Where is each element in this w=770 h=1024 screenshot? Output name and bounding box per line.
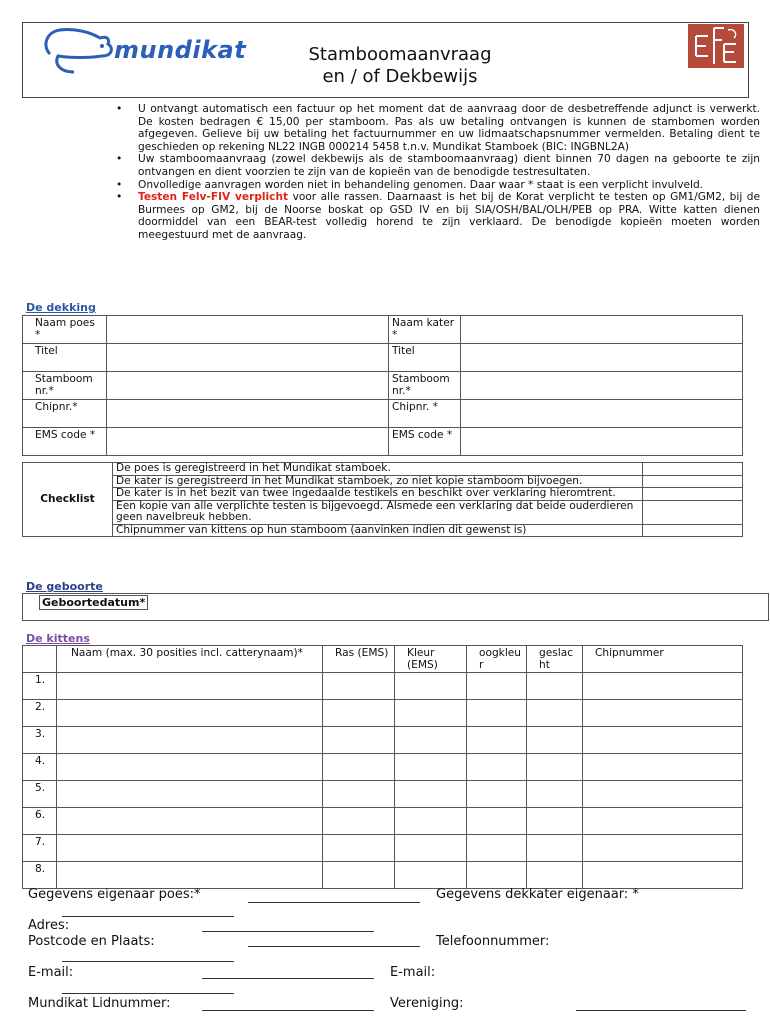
kitten-naam-field[interactable] [57, 862, 323, 889]
checklist-row [23, 463, 743, 476]
kitten-nr: 3. [23, 727, 57, 754]
label-stamboom-kater: Stamboom nr.* [389, 372, 461, 400]
label-email-1: E-mail: [28, 965, 74, 980]
kitten-row [23, 754, 743, 781]
label-telefoon: Telefoonnummer: [436, 934, 550, 949]
postcode-line-2[interactable] [62, 961, 234, 962]
instruction-item: • U ontvangt automatisch een factuur op het moment dat de aanvraag door de desbetreffende adjunct is verwerkt. De kosten bedragen € 15,00 per stamboom. Pas als uw betaling ontvangen is kunnen de stambomen worden afgegeven. Gelieve bij uw betaling het factuurnummer en uw lidmaatschapsnummer vermelden. Betaling dient te geschieden op rekening NL22 INGB 000214 5458 t.n.v. Mundikat Stamboek (BIC: INGBNL2A) [116, 103, 760, 153]
kitten-geslacht-field[interactable] [527, 808, 583, 835]
label-naam-kater: Naam kater * [389, 316, 461, 344]
instructions-list [116, 103, 760, 242]
kitten-geslacht-field[interactable] [527, 673, 583, 700]
logo-text: mundikat [114, 36, 247, 64]
kitten-chip-field[interactable] [583, 727, 743, 754]
kitten-nr: 1. [23, 673, 57, 700]
kitten-row [23, 781, 743, 808]
kitten-kleur-field[interactable] [395, 781, 467, 808]
kitten-kleur-field[interactable] [395, 700, 467, 727]
kitten-naam-field[interactable] [57, 754, 323, 781]
kitten-chip-field[interactable] [583, 862, 743, 889]
kitten-ras-field[interactable] [323, 754, 395, 781]
stamboom-kater-field[interactable] [461, 372, 743, 400]
kitten-ras-field[interactable] [323, 727, 395, 754]
kitten-naam-field[interactable] [57, 727, 323, 754]
chip-kater-field[interactable] [461, 400, 743, 428]
ems-poes-field[interactable] [107, 428, 389, 456]
table-row [23, 316, 743, 344]
eigenaar-poes-line[interactable] [248, 902, 420, 903]
kitten-ras-field[interactable] [323, 835, 395, 862]
kitten-nr: 4. [23, 754, 57, 781]
checklist-checkbox[interactable] [643, 475, 743, 488]
kitten-chip-field[interactable] [583, 808, 743, 835]
header-geslacht: geslacht [527, 646, 583, 673]
checklist-checkbox[interactable] [643, 500, 743, 524]
checklist-checkbox[interactable] [643, 488, 743, 501]
cat-logo-icon [40, 24, 120, 82]
instruction-item: • Onvolledige aanvragen worden niet in behandeling genomen. Daar waar * staat is een verplicht invulveld. [116, 178, 704, 191]
kitten-oogkleur-field[interactable] [467, 862, 527, 889]
naam-poes-field[interactable] [107, 316, 389, 344]
kitten-naam-field[interactable] [57, 781, 323, 808]
checklist-item: Een kopie van alle verplichte testen is bijgevoegd. Alsmede een verklaring dat beide ouderdieren geen navelbreuk hebben. [113, 500, 643, 524]
label-eigenaar-kater: Gegevens dekkater eigenaar: * [436, 887, 639, 902]
kitten-nr: 6. [23, 808, 57, 835]
email-1-line[interactable] [202, 978, 374, 979]
section-geboorte: De geboorte [26, 580, 103, 593]
kitten-ras-field[interactable] [323, 862, 395, 889]
geboortedatum-label: Geboortedatum* [39, 595, 148, 610]
label-chip-kater: Chipnr. * [389, 400, 461, 428]
label-naam-poes: Naam poes * [23, 316, 107, 344]
instruction-item: • Uw stamboomaanvraag (zowel dekbewijs als de stamboomaanvraag) dient binnen 70 dagen na geboorte te zijn ontvangen en dient voorzien te zijn van de kopieën van de benodigde testresultaten. [116, 153, 760, 178]
instruction-item: • Testen Felv-FIV verplicht voor alle rassen. Daarnaast is het bij de Korat verplicht te testen op GM1/GM2, bij de Burmees op GM2, bij de Noorse boskat op GSD IV en bij SIA/OSH/BAL/OLH/PEB op PRA. Witte katten dienen doormiddel van een BEAR-test volledig horend te zijn verklaard. De benodigde kopieën moeten worden meegestuurd met de aanvraag. [116, 191, 761, 241]
label-eigenaar-poes: Gegevens eigenaar poes:* [28, 887, 201, 902]
kitten-row [23, 700, 743, 727]
kitten-chip-field[interactable] [583, 700, 743, 727]
checklist-item: De poes is geregistreerd in het Mundikat stamboek. [113, 463, 643, 476]
label-titel-kater: Titel [389, 344, 461, 372]
kitten-kleur-field[interactable] [395, 754, 467, 781]
checklist-item: De kater is in het bezit van twee ingedaalde testikels en beschikt over verklaring hieromtrent. [113, 488, 643, 501]
kitten-nr: 2. [23, 700, 57, 727]
stamboom-poes-field[interactable] [107, 372, 389, 400]
dekking-table [22, 315, 743, 456]
kitten-ras-field[interactable] [323, 700, 395, 727]
header-kleur: Kleur (EMS) [395, 646, 467, 673]
eigenaar-poes-line-2[interactable] [62, 916, 234, 917]
kitten-row [23, 835, 743, 862]
naam-kater-field[interactable] [461, 316, 743, 344]
kitten-chip-field[interactable] [583, 835, 743, 862]
label-postcode: Postcode en Plaats: [28, 934, 155, 949]
kitten-kleur-field[interactable] [395, 673, 467, 700]
checklist-row [23, 524, 743, 537]
table-row [23, 428, 743, 456]
kitten-naam-field[interactable] [57, 700, 323, 727]
checklist-row [23, 488, 743, 501]
label-stamboom-poes: Stamboom nr.* [23, 372, 107, 400]
fife-logo [688, 24, 744, 68]
checklist-checkbox[interactable] [643, 524, 743, 537]
kitten-oogkleur-field[interactable] [467, 781, 527, 808]
checklist-label: Checklist [23, 463, 113, 537]
section-kittens: De kittens [26, 632, 90, 645]
checklist-row [23, 475, 743, 488]
header-nr [23, 646, 57, 673]
ems-kater-field[interactable] [461, 428, 743, 456]
kitten-chip-field[interactable] [583, 781, 743, 808]
header-chipnummer: Chipnummer [583, 646, 743, 673]
header-naam: Naam (max. 30 posities incl. catterynaam)* [57, 646, 323, 673]
label-ems-poes: EMS code * [23, 428, 107, 456]
page-title [250, 44, 550, 88]
label-chip-poes: Chipnr.* [23, 400, 107, 428]
kitten-oogkleur-field[interactable] [467, 808, 527, 835]
lidnummer-line[interactable] [202, 1010, 374, 1011]
title-line-2: en / of Dekbewijs [322, 66, 478, 87]
kitten-geslacht-field[interactable] [527, 727, 583, 754]
email-line-2[interactable] [62, 993, 234, 994]
checklist-table [22, 462, 743, 537]
kitten-geslacht-field[interactable] [527, 700, 583, 727]
kitten-oogkleur-field[interactable] [467, 835, 527, 862]
kitten-naam-field[interactable] [57, 673, 323, 700]
label-vereniging: Vereniging: [390, 996, 464, 1011]
kitten-geslacht-field[interactable] [527, 862, 583, 889]
kitten-kleur-field[interactable] [395, 835, 467, 862]
chip-poes-field[interactable] [107, 400, 389, 428]
kittens-table [22, 645, 743, 889]
checklist-item: De kater is geregistreerd in het Mundikat stamboek, zo niet kopie stamboom bijvoegen. [113, 475, 643, 488]
kitten-geslacht-field[interactable] [527, 835, 583, 862]
kitten-ras-field[interactable] [323, 808, 395, 835]
mundikat-logo [40, 24, 260, 82]
table-row [23, 400, 743, 428]
geboortedatum-field[interactable] [22, 593, 769, 621]
title-line-1: Stamboomaanvraag [308, 44, 492, 65]
kitten-nr: 7. [23, 835, 57, 862]
kittens-header-row [23, 646, 743, 673]
table-row [23, 372, 743, 400]
kitten-naam-field[interactable] [57, 808, 323, 835]
section-dekking: De dekking [26, 301, 96, 314]
checklist-item: Chipnummer van kittens op hun stamboom (aanvinken indien dit gewenst is) [113, 524, 643, 537]
kitten-kleur-field[interactable] [395, 862, 467, 889]
checklist-row [23, 500, 743, 524]
titel-poes-field[interactable] [107, 344, 389, 372]
kitten-row [23, 808, 743, 835]
kitten-naam-field[interactable] [57, 835, 323, 862]
required-tests-text: Testen Felv-FIV verplicht [138, 191, 289, 204]
kitten-nr: 5. [23, 781, 57, 808]
header-ras: Ras (EMS) [323, 646, 395, 673]
kitten-oogkleur-field[interactable] [467, 754, 527, 781]
kitten-nr: 8. [23, 862, 57, 889]
label-adres: Adres: [28, 918, 70, 933]
postcode-line[interactable] [248, 946, 420, 947]
label-titel-poes: Titel [23, 344, 107, 372]
adres-line[interactable] [202, 931, 374, 932]
kitten-row [23, 727, 743, 754]
titel-kater-field[interactable] [461, 344, 743, 372]
kitten-row [23, 673, 743, 700]
kitten-row [23, 862, 743, 889]
fife-logo-icon [688, 24, 744, 68]
kitten-oogkleur-field[interactable] [467, 727, 527, 754]
kitten-oogkleur-field[interactable] [467, 700, 527, 727]
label-lidnummer: Mundikat Lidnummer: [28, 996, 171, 1011]
kitten-chip-field[interactable] [583, 673, 743, 700]
kitten-geslacht-field[interactable] [527, 754, 583, 781]
label-email-2: E-mail: [390, 965, 436, 980]
kitten-geslacht-field[interactable] [527, 781, 583, 808]
kitten-ras-field[interactable] [323, 781, 395, 808]
kitten-ras-field[interactable] [323, 673, 395, 700]
checklist-checkbox[interactable] [643, 463, 743, 476]
kitten-chip-field[interactable] [583, 754, 743, 781]
table-row [23, 344, 743, 372]
vereniging-line[interactable] [576, 1010, 746, 1011]
kitten-kleur-field[interactable] [395, 727, 467, 754]
kitten-oogkleur-field[interactable] [467, 673, 527, 700]
kitten-kleur-field[interactable] [395, 808, 467, 835]
label-ems-kater: EMS code * [389, 428, 461, 456]
header-oogkleur: oogkleur [467, 646, 527, 673]
